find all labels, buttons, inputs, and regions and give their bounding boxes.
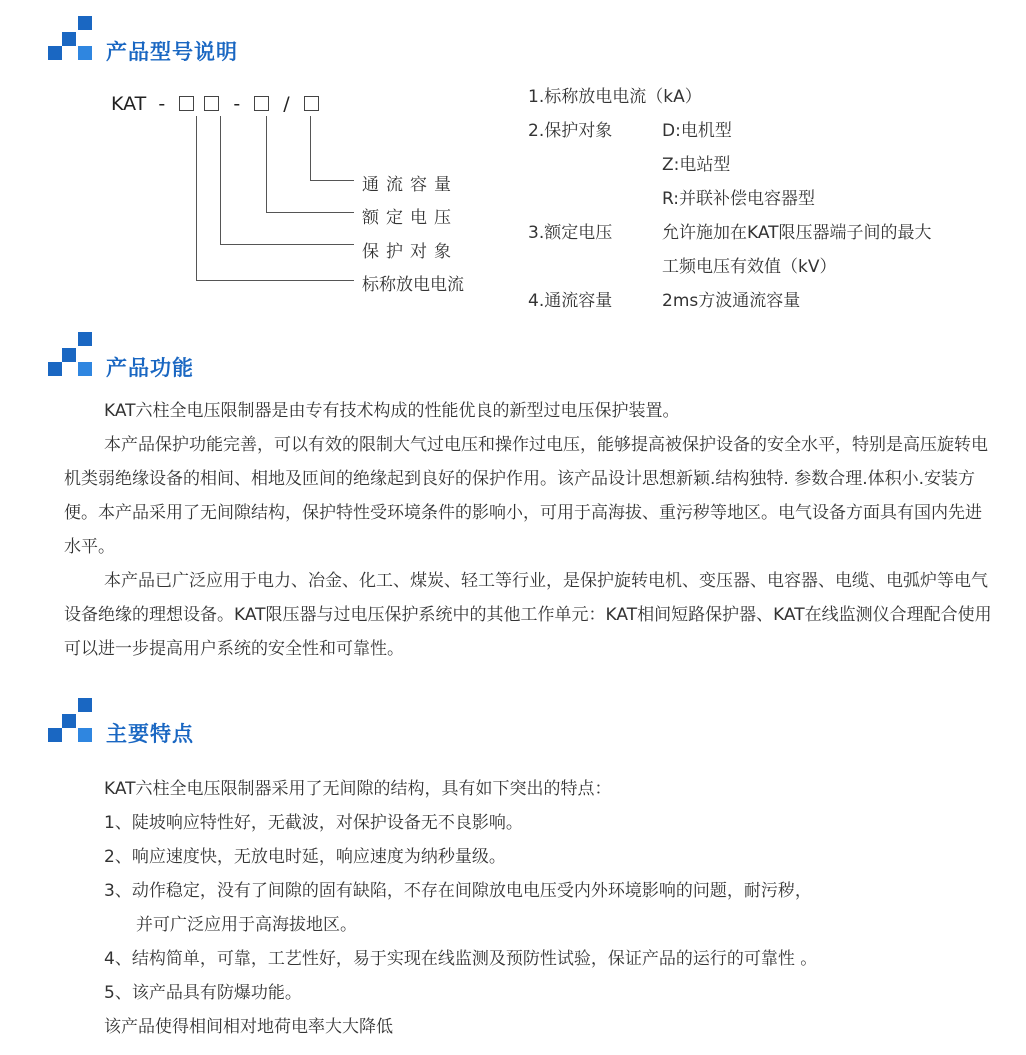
code-box-1 <box>179 96 194 111</box>
connector-line <box>220 116 221 244</box>
spec-label: 1.标称放电电流（kA） <box>528 87 702 107</box>
connector-line <box>310 116 311 180</box>
feature-item: 2、响应速度快，无放电时延，响应速度为纳秒量级。 <box>104 847 506 867</box>
code-box-3 <box>254 96 269 111</box>
diagram-label-target: 保护对象 <box>362 242 458 262</box>
spec-value: Z:电站型 <box>662 155 731 175</box>
connector-line <box>266 116 267 212</box>
paragraph: KAT六柱全电压限制器是由专有技术构成的性能优良的新型过电压保护装置。 <box>104 401 680 421</box>
diagram-label-capacity: 通流容量 <box>362 175 458 195</box>
connector-line <box>196 280 354 281</box>
code-box-2 <box>204 96 219 111</box>
connector-line <box>310 180 354 181</box>
features-intro: KAT六柱全电压限制器采用了无间隙的结构，具有如下突出的特点： <box>104 779 612 799</box>
paragraph: 本产品已广泛应用于电力、冶金、化工、煤炭、轻工等行业，是保护旋转电机、变压器、电容器、电缆、电弧炉等电气设备绝缘的理想设备。KAT限压器与过电压保护系统中的其他工作单元：KAT相间短路保护器、KAT在线监测仪合理配合使用可以进一步提高用户系统的安全性和可靠性。 <box>64 571 992 659</box>
connector-line <box>196 116 197 280</box>
model-code <box>111 92 321 115</box>
feature-item: 5、该产品具有防爆功能。 <box>104 983 302 1003</box>
connector-line <box>266 212 354 213</box>
feature-item: 3、动作稳定，没有了间隙的固有缺陷，不存在间隙放电电压受内外环境影响的问题，耐污秽， <box>104 881 812 901</box>
diagram-label-voltage: 额定电压 <box>362 208 458 228</box>
model-dash: - <box>233 92 241 115</box>
spec-value: R:并联补偿电容器型 <box>662 189 816 209</box>
blue-squares-icon <box>48 16 94 62</box>
paragraph: 本产品保护功能完善，可以有效的限制大气过电压和操作过电压，能够提高被保护设备的安全水平，特别是高压旋转电机类弱绝缘设备的相间、相地及匝间的绝缘起到良好的保护作用。该产品设计思想新颖.结构独特. 参数合理.体积小.安装方便。本产品采用了无间隙结构，保护特性受环境条件的影响小，可用于高海拔、重污秽等地区。电气设备方面具有国内先进水平。 <box>64 435 988 557</box>
spec-value: 工频电压有效值（kV） <box>662 257 837 277</box>
section-title: 产品型号说明 <box>106 40 238 64</box>
spec-value: 允许施加在KAT限压器端子间的最大 <box>662 223 932 243</box>
features-footer: 该产品使得相间相对地荷电率大大降低 <box>104 1017 393 1037</box>
model-prefix: KAT <box>111 92 147 115</box>
section-title: 产品功能 <box>106 356 194 380</box>
features-list <box>104 772 817 1044</box>
spec-label: 2.保护对象 <box>528 121 613 141</box>
section-title: 主要特点 <box>106 722 194 746</box>
feature-item: 1、陡坡响应特性好，无截波，对保护设备无不良影响。 <box>104 813 523 833</box>
connector-line <box>220 244 354 245</box>
spec-value: 2ms方波通流容量 <box>662 291 801 311</box>
diagram-label-current: 标称放电电流 <box>362 275 464 295</box>
spec-value: D:电机型 <box>662 121 732 141</box>
feature-item-continued: 并可广泛应用于高海拔地区。 <box>136 915 357 935</box>
code-box-4 <box>304 96 319 111</box>
function-text <box>64 394 994 666</box>
spec-label: 3.额定电压 <box>528 223 613 243</box>
feature-item: 4、结构简单，可靠，工艺性好，易于实现在线监测及预防性试验，保证产品的运行的可靠性 。 <box>104 949 818 969</box>
blue-squares-icon <box>48 698 94 744</box>
blue-squares-icon <box>48 332 94 378</box>
model-dash: - <box>158 92 166 115</box>
model-slash: / <box>283 92 290 115</box>
spec-label: 4.通流容量 <box>528 291 613 311</box>
